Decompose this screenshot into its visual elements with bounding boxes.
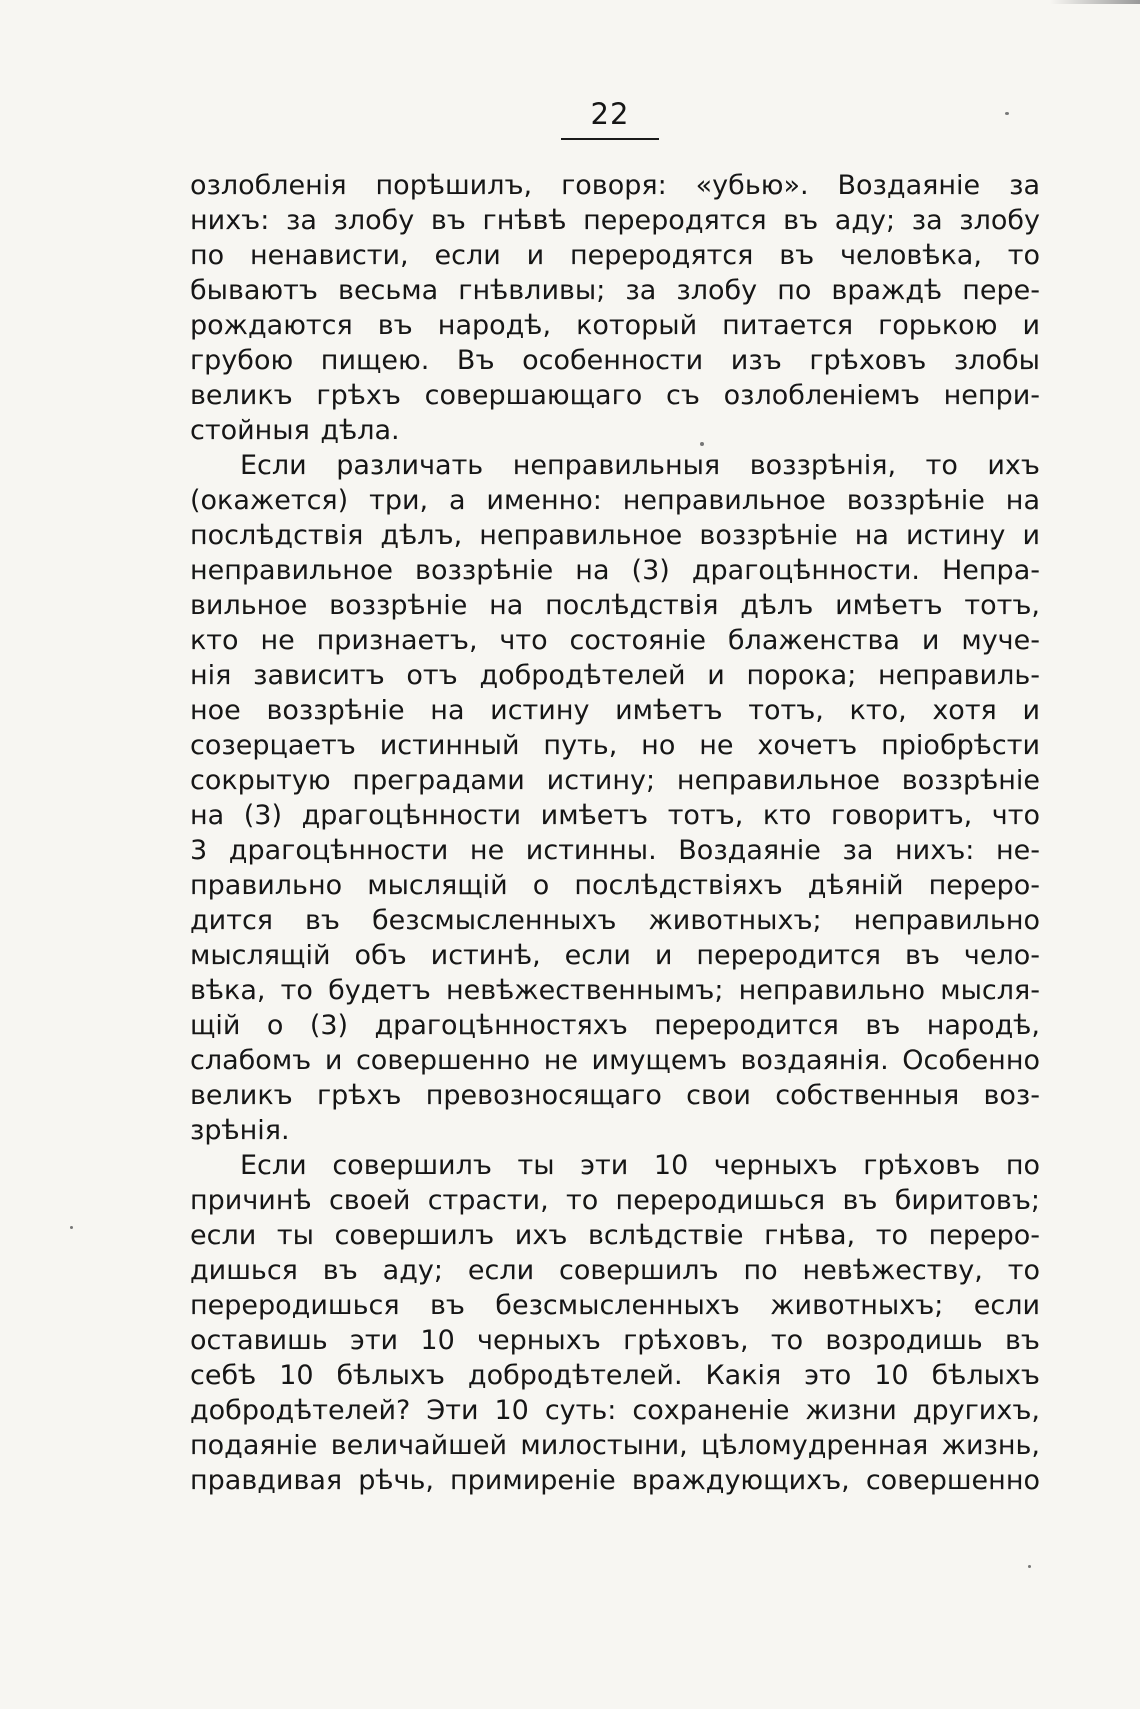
text-line: Если совершилъ ты эти 10 черныхъ грѣховъ по	[240, 1150, 1040, 1181]
text-line: переродишься въ безсмысленныхъ животныхъ; если	[190, 1290, 1040, 1321]
scan-edge-mark	[1050, 0, 1140, 4]
scan-speck	[1005, 112, 1009, 115]
text-line: вильное воззрѣніе на послѣдствія дѣлъ имѣетъ тотъ,	[190, 590, 1040, 621]
text-line: нія зависитъ отъ добродѣтелей и порока; неправиль-	[190, 660, 1040, 691]
text-line: неправильное воззрѣніе на (3) драгоцѣнности. Непра-	[190, 555, 1040, 586]
page-number-rule	[561, 138, 659, 140]
text-line: причинѣ своей страсти, то переродишься въ биритовъ;	[190, 1185, 1040, 1216]
text-line: грубою пищею. Въ особенности изъ грѣховъ злобы	[190, 345, 1040, 376]
text-line: подаяніе величайшей милостыни, цѣломудренная жизнь,	[190, 1430, 1040, 1461]
text-line: 3 драгоцѣнности не истинны. Воздаяніе за нихъ: не-	[190, 835, 1040, 866]
text-line: бываютъ весьма гнѣвливы; за злобу по враждѣ пере-	[190, 275, 1040, 306]
text-line: дится въ безсмысленныхъ животныхъ; неправильно	[190, 905, 1040, 936]
text-line: сокрытую преградами истину; неправильное воззрѣніе	[190, 765, 1040, 796]
text-line: оставишь эти 10 черныхъ грѣховъ, то возродишь въ	[190, 1325, 1040, 1356]
text-line: великъ грѣхъ превозносящаго свои собственныя воз-	[190, 1080, 1040, 1111]
text-line: Если различать неправильныя воззрѣнія, то ихъ	[240, 450, 1040, 481]
text-line: слабомъ и совершенно не имущемъ воздаянія. Особенно	[190, 1045, 1040, 1076]
text-line: созерцаетъ истинный путь, но не хочетъ пріобрѣсти	[190, 730, 1040, 761]
text-line: себѣ 10 бѣлыхъ добродѣтелей. Какія это 10 бѣлыхъ	[190, 1360, 1040, 1391]
text-line: кто не признаетъ, что состояніе блаженства и муче-	[190, 625, 1040, 656]
text-line: зрѣнія.	[190, 1115, 290, 1146]
scan-speck	[70, 1226, 73, 1229]
text-line: если ты совершилъ ихъ вслѣдствіе гнѣва, то переро-	[190, 1220, 1040, 1251]
text-line: стойныя дѣла.	[190, 415, 400, 446]
text-line: рождаются въ народѣ, который питается горькою и	[190, 310, 1040, 341]
text-line: правдивая рѣчь, примиреніе враждующихъ, совершенно	[190, 1465, 1040, 1496]
page-number: 22	[590, 97, 630, 131]
text-line: послѣдствія дѣлъ, неправильное воззрѣніе на истину и	[190, 520, 1040, 551]
text-line: на (3) драгоцѣнности имѣетъ тотъ, кто говоритъ, что	[190, 800, 1040, 831]
text-line: правильно мыслящій о послѣдствіяхъ дѣяній переро-	[190, 870, 1040, 901]
text-line: (окажется) три, а именно: неправильное воззрѣніе на	[190, 485, 1040, 516]
text-line: нихъ: за злобу въ гнѣвѣ переродятся въ аду; за злобу	[190, 205, 1040, 236]
body-text	[190, 168, 1040, 1498]
text-line: дишься въ аду; если совершилъ по невѣжеству, то	[190, 1255, 1040, 1286]
text-line: щій о (3) драгоцѣнностяхъ переродится въ народѣ,	[190, 1010, 1040, 1041]
text-line: по ненависти, если и переродятся въ человѣка, то	[190, 240, 1040, 271]
text-line: вѣка, то будетъ невѣжественнымъ; неправильно мысля-	[190, 975, 1040, 1006]
text-line: мыслящій объ истинѣ, если и переродится въ чело-	[190, 940, 1040, 971]
scan-speck	[1028, 1565, 1031, 1568]
text-line: ное воззрѣніе на истину имѣетъ тотъ, кто, хотя и	[190, 695, 1040, 726]
text-line: озлобленія порѣшилъ, говоря: «убью». Воздаяніе за	[190, 170, 1040, 201]
text-line: добродѣтелей? Эти 10 суть: сохраненіе жизни другихъ,	[190, 1395, 1040, 1426]
text-line: великъ грѣхъ совершающаго съ озлобленіемъ непри-	[190, 380, 1040, 411]
